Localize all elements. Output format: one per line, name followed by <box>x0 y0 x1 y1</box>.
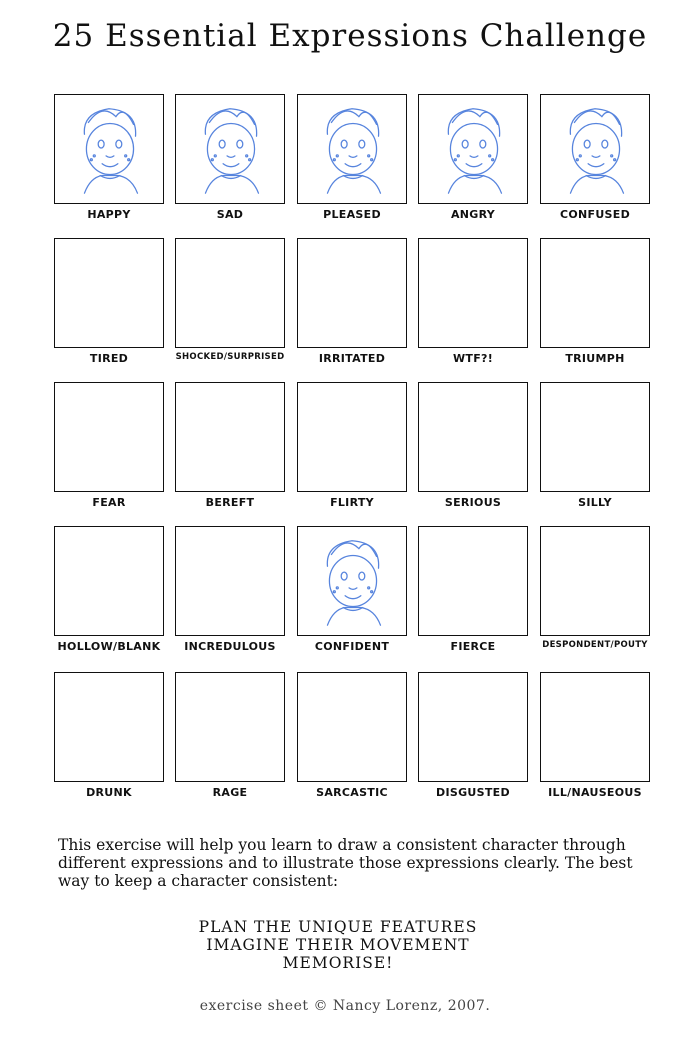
expression-label: ANGRY <box>450 208 496 221</box>
drawing-box <box>175 238 285 348</box>
drawing-box <box>54 672 164 782</box>
expression-label: FIERCE <box>450 640 496 653</box>
intro-text: This exercise will help you learn to draw a consistent character through different expressions and to illustrate those expressions clearly. The best way to keep a character consistent: <box>58 836 633 890</box>
expression-label: RAGE <box>212 786 248 799</box>
expression-cell <box>540 238 650 365</box>
expression-cell <box>54 238 164 365</box>
drawing-box <box>175 94 285 204</box>
expression-label: FLIRTY <box>330 496 374 509</box>
expression-label: DISGUSTED <box>436 786 510 799</box>
expression-cell <box>54 382 164 509</box>
expression-cell <box>418 94 528 221</box>
drawing-box <box>418 526 528 636</box>
character-sketch-icon <box>176 95 284 203</box>
drawing-box <box>540 672 650 782</box>
expression-cell <box>297 526 407 653</box>
drawing-box <box>175 526 285 636</box>
drawing-box <box>540 382 650 492</box>
expression-cell <box>297 382 407 509</box>
drawing-box <box>418 672 528 782</box>
motto-line: PLAN THE UNIQUE FEATURES <box>198 918 478 936</box>
copyright-credit: exercise sheet © Nancy Lorenz, 2007. <box>199 998 491 1014</box>
expression-label: TRIUMPH <box>565 352 625 365</box>
drawing-box <box>297 94 407 204</box>
character-sketch-icon <box>298 95 406 203</box>
expression-cell <box>297 672 407 799</box>
page-title: 25 Essential Expressions Challenge <box>52 18 648 54</box>
drawing-box <box>54 238 164 348</box>
expression-cell <box>418 672 528 799</box>
expression-cell <box>540 672 650 799</box>
drawing-box <box>418 382 528 492</box>
expression-label: PLEASED <box>323 208 381 221</box>
expression-label: SILLY <box>578 496 612 509</box>
expression-cell <box>418 238 528 365</box>
character-sketch-icon <box>298 527 406 635</box>
expression-cell <box>54 672 164 799</box>
expression-label: CONFIDENT <box>314 640 390 653</box>
expression-cell <box>175 94 285 221</box>
drawing-box <box>297 238 407 348</box>
expression-label: SERIOUS <box>444 496 502 509</box>
expression-cell <box>175 238 285 362</box>
expression-label: CONFUSED <box>559 208 631 221</box>
expression-cell <box>175 382 285 509</box>
drawing-box <box>297 672 407 782</box>
expression-label: WTF?! <box>452 352 494 365</box>
expression-cell <box>540 94 650 221</box>
motto-line: MEMORISE! <box>282 954 394 972</box>
expression-cell <box>540 382 650 509</box>
expression-label: SHOCKED/SURPRISED <box>175 352 285 362</box>
drawing-box <box>175 672 285 782</box>
expression-cell <box>54 526 164 653</box>
drawing-box <box>175 382 285 492</box>
drawing-box <box>297 526 407 636</box>
expression-label: INCREDULOUS <box>184 640 276 653</box>
expression-cell <box>175 672 285 799</box>
motto <box>0 918 676 972</box>
character-sketch-icon <box>541 95 649 203</box>
motto-line: IMAGINE THEIR MOVEMENT <box>206 936 470 954</box>
drawing-box <box>418 94 528 204</box>
expression-label: SARCASTIC <box>316 786 388 799</box>
drawing-box <box>540 238 650 348</box>
expression-label: FEAR <box>92 496 126 509</box>
drawing-box <box>540 526 650 636</box>
expression-label: HOLLOW/BLANK <box>57 640 161 653</box>
character-sketch-icon <box>55 95 163 203</box>
expression-cell <box>175 526 285 653</box>
expression-label: IRRITATED <box>318 352 386 365</box>
drawing-box <box>540 94 650 204</box>
drawing-box <box>297 382 407 492</box>
expression-label: DRUNK <box>86 786 132 799</box>
drawing-box <box>54 382 164 492</box>
drawing-box <box>54 94 164 204</box>
expression-cell <box>54 94 164 221</box>
expression-label: DESPONDENT/POUTY <box>542 640 648 650</box>
expression-label: SAD <box>216 208 244 221</box>
expression-cell <box>418 526 528 653</box>
expression-label: BEREFT <box>205 496 255 509</box>
expression-cell <box>297 238 407 365</box>
character-sketch-icon <box>419 95 527 203</box>
drawing-box <box>418 238 528 348</box>
expression-cell <box>297 94 407 221</box>
expression-cell <box>540 526 650 650</box>
expression-label: ILL/NAUSEOUS <box>548 786 642 799</box>
expression-label: TIRED <box>89 352 129 365</box>
expression-cell <box>418 382 528 509</box>
expression-label: HAPPY <box>87 208 131 221</box>
drawing-box <box>54 526 164 636</box>
